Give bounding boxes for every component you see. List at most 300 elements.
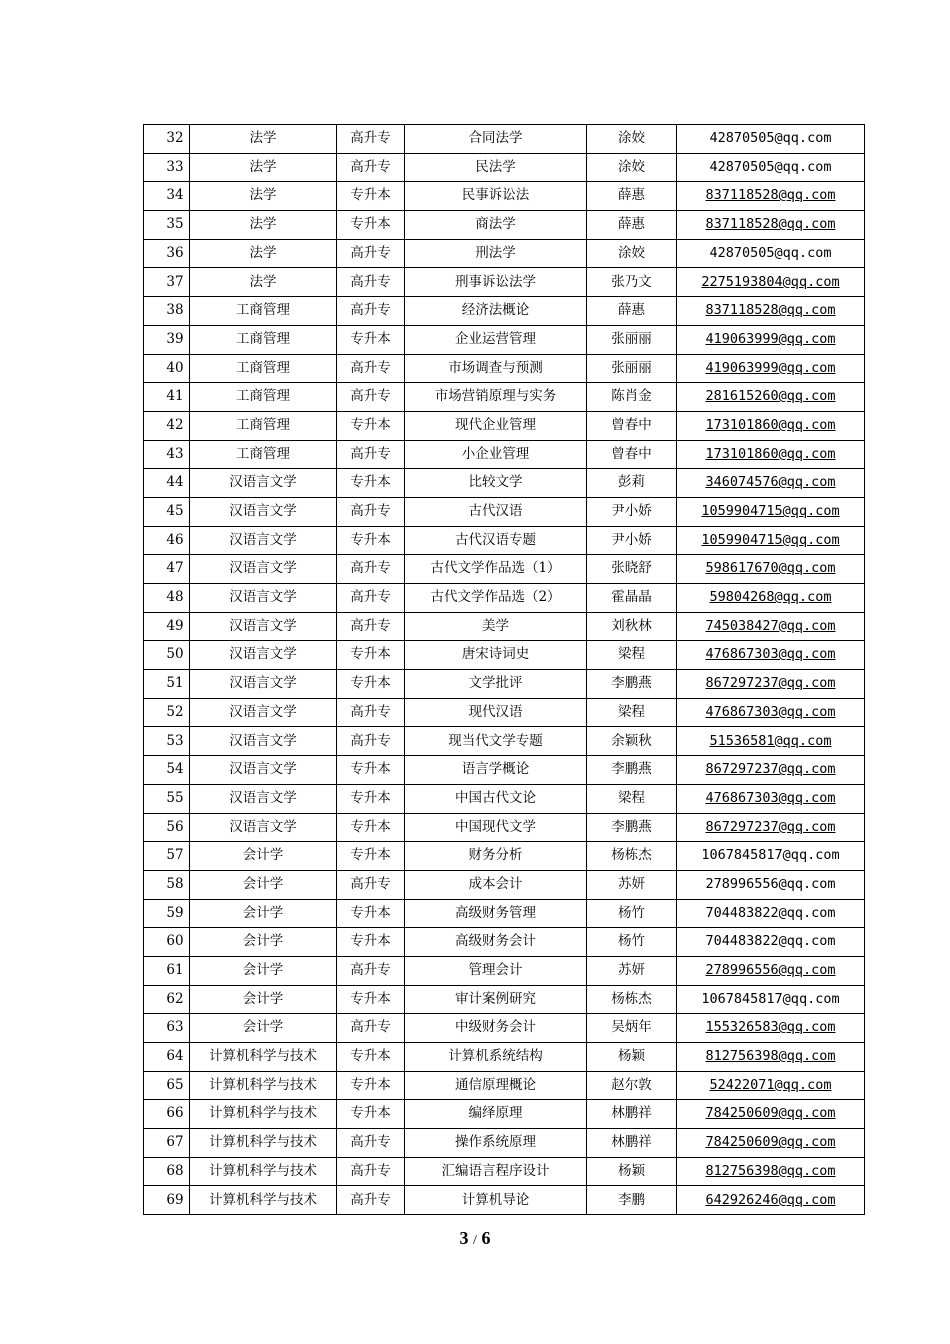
email-text: 1067845817@qq.com [701,990,840,1007]
cell-number: 32 [144,125,190,154]
cell-number: 43 [144,440,190,469]
email-link[interactable]: 837118528@qq.com [705,216,836,233]
cell-major: 工商管理 [190,354,337,383]
cell-email [677,1071,865,1100]
table-row [144,239,865,268]
email-link[interactable]: 812756398@qq.com [705,1048,836,1065]
cell-major: 汉语言文学 [190,526,337,555]
cell-level: 专升本 [337,1071,405,1100]
cell-level: 专升本 [337,325,405,354]
cell-course: 现代汉语 [405,698,587,727]
page-number [0,1228,950,1249]
cell-teacher: 杨竹 [587,928,677,957]
table-row [144,698,865,727]
cell-course: 语言学概论 [405,756,587,785]
cell-major: 工商管理 [190,297,337,326]
cell-email [677,383,865,412]
email-link[interactable]: 867297237@qq.com [705,818,836,835]
cell-email [677,268,865,297]
cell-teacher: 尹小娇 [587,497,677,526]
cell-number: 37 [144,268,190,297]
cell-level: 高升专 [337,1157,405,1186]
cell-number: 57 [144,842,190,871]
cell-number: 49 [144,612,190,641]
cell-teacher: 李鹏燕 [587,813,677,842]
cell-number: 35 [144,211,190,240]
cell-course: 计算机导论 [405,1186,587,1215]
cell-major: 工商管理 [190,411,337,440]
email-link[interactable]: 598617670@qq.com [705,560,836,577]
cell-level: 专升本 [337,842,405,871]
cell-number: 68 [144,1157,190,1186]
cell-number: 61 [144,956,190,985]
email-text: 42870505@qq.com [709,158,832,175]
page-separator: / [473,1233,477,1248]
cell-major: 工商管理 [190,325,337,354]
cell-teacher: 涂姣 [587,125,677,154]
table-row [144,497,865,526]
email-link[interactable]: 346074576@qq.com [705,474,836,491]
cell-number: 62 [144,985,190,1014]
cell-level: 高升专 [337,1129,405,1158]
cell-major: 计算机科学与技术 [190,1071,337,1100]
cell-number: 33 [144,153,190,182]
cell-course: 中国古代文论 [405,784,587,813]
email-link[interactable]: 59804268@qq.com [709,589,832,606]
table-row [144,469,865,498]
page-total: 6 [481,1228,491,1248]
cell-course: 中级财务会计 [405,1014,587,1043]
cell-level: 专升本 [337,756,405,785]
cell-email [677,1043,865,1072]
cell-teacher: 苏妍 [587,956,677,985]
cell-major: 汉语言文学 [190,813,337,842]
cell-number: 56 [144,813,190,842]
cell-email [677,354,865,383]
cell-course: 刑法学 [405,239,587,268]
cell-email [677,440,865,469]
page-current: 3 [459,1228,469,1248]
cell-email [677,956,865,985]
cell-level: 高升专 [337,727,405,756]
cell-major: 法学 [190,153,337,182]
cell-email [677,612,865,641]
cell-number: 41 [144,383,190,412]
cell-teacher: 苏妍 [587,870,677,899]
cell-teacher: 李鹏燕 [587,670,677,699]
cell-major: 会计学 [190,870,337,899]
email-link[interactable]: 784250609@qq.com [705,1105,836,1122]
table-body [144,125,865,1215]
cell-major: 汉语言文学 [190,756,337,785]
table-row [144,383,865,412]
email-link[interactable]: 419063999@qq.com [705,359,836,376]
cell-email [677,1186,865,1215]
cell-level: 高升专 [337,297,405,326]
cell-number: 53 [144,727,190,756]
cell-major: 计算机科学与技术 [190,1186,337,1215]
email-link[interactable]: 784250609@qq.com [705,1134,836,1151]
cell-level: 专升本 [337,928,405,957]
email-text: 1067845817@qq.com [701,847,840,864]
cell-major: 会计学 [190,928,337,957]
cell-level: 高升专 [337,354,405,383]
cell-email [677,469,865,498]
table-row [144,297,865,326]
table-row [144,211,865,240]
cell-email [677,411,865,440]
cell-number: 65 [144,1071,190,1100]
email-link[interactable]: 419063999@qq.com [705,330,836,347]
cell-number: 34 [144,182,190,211]
cell-number: 52 [144,698,190,727]
cell-teacher: 曾春中 [587,411,677,440]
cell-email [677,125,865,154]
cell-course: 成本会计 [405,870,587,899]
cell-teacher: 吴炳年 [587,1014,677,1043]
cell-level: 专升本 [337,641,405,670]
cell-number: 66 [144,1100,190,1129]
cell-teacher: 杨栋杰 [587,985,677,1014]
table-row [144,784,865,813]
cell-teacher: 余颖秋 [587,727,677,756]
cell-course: 高级财务管理 [405,899,587,928]
email-text: 42870505@qq.com [709,244,832,261]
cell-level: 高升专 [337,1186,405,1215]
cell-level: 高升专 [337,440,405,469]
email-link[interactable]: 837118528@qq.com [705,302,836,319]
cell-teacher: 林鹏祥 [587,1100,677,1129]
cell-teacher: 涂姣 [587,153,677,182]
cell-level: 专升本 [337,670,405,699]
cell-course: 管理会计 [405,956,587,985]
cell-number: 59 [144,899,190,928]
cell-course: 汇编语言程序设计 [405,1157,587,1186]
email-link[interactable]: 867297237@qq.com [705,675,836,692]
cell-course: 财务分析 [405,842,587,871]
cell-course: 文学批评 [405,670,587,699]
table-row [144,899,865,928]
table-row [144,1043,865,1072]
table-row [144,268,865,297]
table-row [144,182,865,211]
cell-number: 38 [144,297,190,326]
cell-number: 58 [144,870,190,899]
table-row [144,125,865,154]
cell-major: 计算机科学与技术 [190,1129,337,1158]
cell-email [677,641,865,670]
cell-course: 现当代文学专题 [405,727,587,756]
cell-level: 高升专 [337,956,405,985]
cell-email [677,1129,865,1158]
cell-level: 高升专 [337,1014,405,1043]
cell-course: 民法学 [405,153,587,182]
cell-teacher: 霍晶晶 [587,584,677,613]
cell-email [677,182,865,211]
cell-number: 64 [144,1043,190,1072]
email-link[interactable]: 812756398@qq.com [705,1162,836,1179]
cell-major: 汉语言文学 [190,612,337,641]
cell-major: 会计学 [190,985,337,1014]
email-link[interactable]: 476867303@qq.com [705,789,836,806]
table-row [144,526,865,555]
email-link[interactable]: 155326583@qq.com [705,1019,836,1036]
cell-email [677,870,865,899]
email-link[interactable]: 476867303@qq.com [705,703,836,720]
cell-course: 比较文学 [405,469,587,498]
table-row [144,956,865,985]
email-link[interactable]: 281615260@qq.com [705,388,836,405]
email-link[interactable]: 642926246@qq.com [705,1191,836,1208]
cell-major: 法学 [190,125,337,154]
cell-email [677,555,865,584]
cell-level: 专升本 [337,899,405,928]
cell-teacher: 梁程 [587,698,677,727]
cell-course: 中国现代文学 [405,813,587,842]
cell-level: 专升本 [337,1043,405,1072]
email-link[interactable]: 867297237@qq.com [705,761,836,778]
cell-level: 高升专 [337,153,405,182]
table-row [144,1071,865,1100]
cell-email [677,698,865,727]
cell-course: 古代文学作品选（1） [405,555,587,584]
cell-email [677,899,865,928]
cell-major: 计算机科学与技术 [190,1157,337,1186]
cell-email [677,153,865,182]
cell-teacher: 杨颖 [587,1157,677,1186]
cell-major: 汉语言文学 [190,641,337,670]
table-row [144,928,865,957]
table-row [144,555,865,584]
cell-level: 专升本 [337,469,405,498]
cell-level: 专升本 [337,985,405,1014]
cell-number: 63 [144,1014,190,1043]
cell-number: 67 [144,1129,190,1158]
cell-teacher: 杨颖 [587,1043,677,1072]
table-row [144,727,865,756]
table-row [144,1129,865,1158]
cell-major: 法学 [190,268,337,297]
cell-level: 高升专 [337,584,405,613]
table-row [144,440,865,469]
cell-level: 专升本 [337,411,405,440]
cell-course: 古代汉语 [405,497,587,526]
cell-email [677,1014,865,1043]
email-text: 704483822@qq.com [705,933,836,950]
cell-course: 经济法概论 [405,297,587,326]
cell-teacher: 彭莉 [587,469,677,498]
cell-level: 专升本 [337,211,405,240]
email-link[interactable]: 173101860@qq.com [705,445,836,462]
cell-level: 专升本 [337,182,405,211]
cell-email [677,239,865,268]
cell-course: 刑事诉讼法学 [405,268,587,297]
cell-email [677,526,865,555]
email-link[interactable]: 1059904715@qq.com [701,503,840,520]
table-row [144,354,865,383]
cell-level: 高升专 [337,125,405,154]
table-row [144,411,865,440]
cell-course: 编绎原理 [405,1100,587,1129]
email-link[interactable]: 52422071@qq.com [709,1076,832,1093]
cell-course: 小企业管理 [405,440,587,469]
table-row [144,1157,865,1186]
cell-teacher: 林鹏祥 [587,1129,677,1158]
email-text: 278996556@qq.com [705,875,836,892]
cell-email [677,727,865,756]
cell-teacher: 梁程 [587,641,677,670]
cell-level: 高升专 [337,383,405,412]
cell-course: 操作系统原理 [405,1129,587,1158]
cell-number: 45 [144,497,190,526]
cell-teacher: 杨栋杰 [587,842,677,871]
cell-course: 民事诉讼法 [405,182,587,211]
cell-major: 计算机科学与技术 [190,1043,337,1072]
cell-teacher: 曾春中 [587,440,677,469]
cell-level: 专升本 [337,1100,405,1129]
cell-course: 市场调查与预测 [405,354,587,383]
cell-email [677,670,865,699]
email-link[interactable]: 173101860@qq.com [705,416,836,433]
cell-level: 高升专 [337,698,405,727]
cell-level: 高升专 [337,268,405,297]
email-text: 42870505@qq.com [709,130,832,147]
cell-major: 汉语言文学 [190,784,337,813]
cell-course: 古代文学作品选（2） [405,584,587,613]
cell-email [677,297,865,326]
table-row [144,985,865,1014]
cell-teacher: 赵尔敦 [587,1071,677,1100]
cell-teacher: 梁程 [587,784,677,813]
cell-number: 50 [144,641,190,670]
cell-email [677,842,865,871]
cell-email [677,928,865,957]
email-link[interactable]: 51536581@qq.com [709,732,832,749]
cell-number: 46 [144,526,190,555]
cell-major: 汉语言文学 [190,698,337,727]
cell-course: 唐宋诗词史 [405,641,587,670]
email-link[interactable]: 837118528@qq.com [705,187,836,204]
cell-major: 汉语言文学 [190,469,337,498]
cell-major: 计算机科学与技术 [190,1100,337,1129]
cell-email [677,756,865,785]
cell-email [677,211,865,240]
cell-teacher: 薛惠 [587,182,677,211]
cell-email [677,325,865,354]
cell-teacher: 涂姣 [587,239,677,268]
cell-course: 合同法学 [405,125,587,154]
table-row [144,1186,865,1215]
cell-major: 汉语言文学 [190,584,337,613]
email-link[interactable]: 745038427@qq.com [705,617,836,634]
cell-teacher: 陈肖金 [587,383,677,412]
cell-number: 40 [144,354,190,383]
table-row [144,670,865,699]
email-link[interactable]: 1059904715@qq.com [701,531,840,548]
cell-course: 现代企业管理 [405,411,587,440]
table-row [144,153,865,182]
table-row [144,1014,865,1043]
email-link[interactable]: 278996556@qq.com [705,962,836,979]
table-row [144,756,865,785]
cell-major: 工商管理 [190,440,337,469]
cell-teacher: 李鹏燕 [587,756,677,785]
cell-teacher: 李鹏 [587,1186,677,1215]
cell-level: 高升专 [337,612,405,641]
cell-major: 汉语言文学 [190,497,337,526]
cell-teacher: 杨竹 [587,899,677,928]
cell-level: 高升专 [337,497,405,526]
cell-major: 会计学 [190,1014,337,1043]
cell-number: 47 [144,555,190,584]
cell-email [677,1157,865,1186]
cell-course: 审计案例研究 [405,985,587,1014]
cell-number: 55 [144,784,190,813]
cell-number: 44 [144,469,190,498]
cell-teacher: 张丽丽 [587,325,677,354]
cell-major: 汉语言文学 [190,670,337,699]
table-row [144,1100,865,1129]
cell-email [677,497,865,526]
cell-teacher: 尹小娇 [587,526,677,555]
table-row [144,641,865,670]
cell-number: 36 [144,239,190,268]
table-row [144,870,865,899]
cell-course: 市场营销原理与实务 [405,383,587,412]
table-row [144,584,865,613]
cell-level: 高升专 [337,239,405,268]
cell-course: 美学 [405,612,587,641]
cell-level: 专升本 [337,813,405,842]
email-link[interactable]: 476867303@qq.com [705,646,836,663]
cell-teacher: 张晓舒 [587,555,677,584]
cell-email [677,1100,865,1129]
cell-major: 法学 [190,182,337,211]
cell-number: 69 [144,1186,190,1215]
cell-number: 60 [144,928,190,957]
cell-number: 42 [144,411,190,440]
cell-number: 51 [144,670,190,699]
cell-course: 古代汉语专题 [405,526,587,555]
cell-course: 高级财务会计 [405,928,587,957]
cell-major: 会计学 [190,899,337,928]
cell-course: 企业运营管理 [405,325,587,354]
email-link[interactable]: 2275193804@qq.com [701,273,840,290]
table-row [144,842,865,871]
cell-level: 专升本 [337,784,405,813]
cell-major: 会计学 [190,956,337,985]
course-teacher-table [143,124,865,1215]
table-row [144,612,865,641]
table-row [144,325,865,354]
cell-teacher: 薛惠 [587,297,677,326]
cell-teacher: 薛惠 [587,211,677,240]
table-row [144,813,865,842]
cell-course: 商法学 [405,211,587,240]
cell-major: 法学 [190,239,337,268]
cell-number: 54 [144,756,190,785]
cell-teacher: 刘秋林 [587,612,677,641]
cell-number: 48 [144,584,190,613]
cell-email [677,813,865,842]
cell-email [677,584,865,613]
cell-teacher: 张乃文 [587,268,677,297]
email-text: 704483822@qq.com [705,904,836,921]
cell-email [677,985,865,1014]
cell-level: 高升专 [337,870,405,899]
cell-major: 工商管理 [190,383,337,412]
cell-course: 通信原理概论 [405,1071,587,1100]
